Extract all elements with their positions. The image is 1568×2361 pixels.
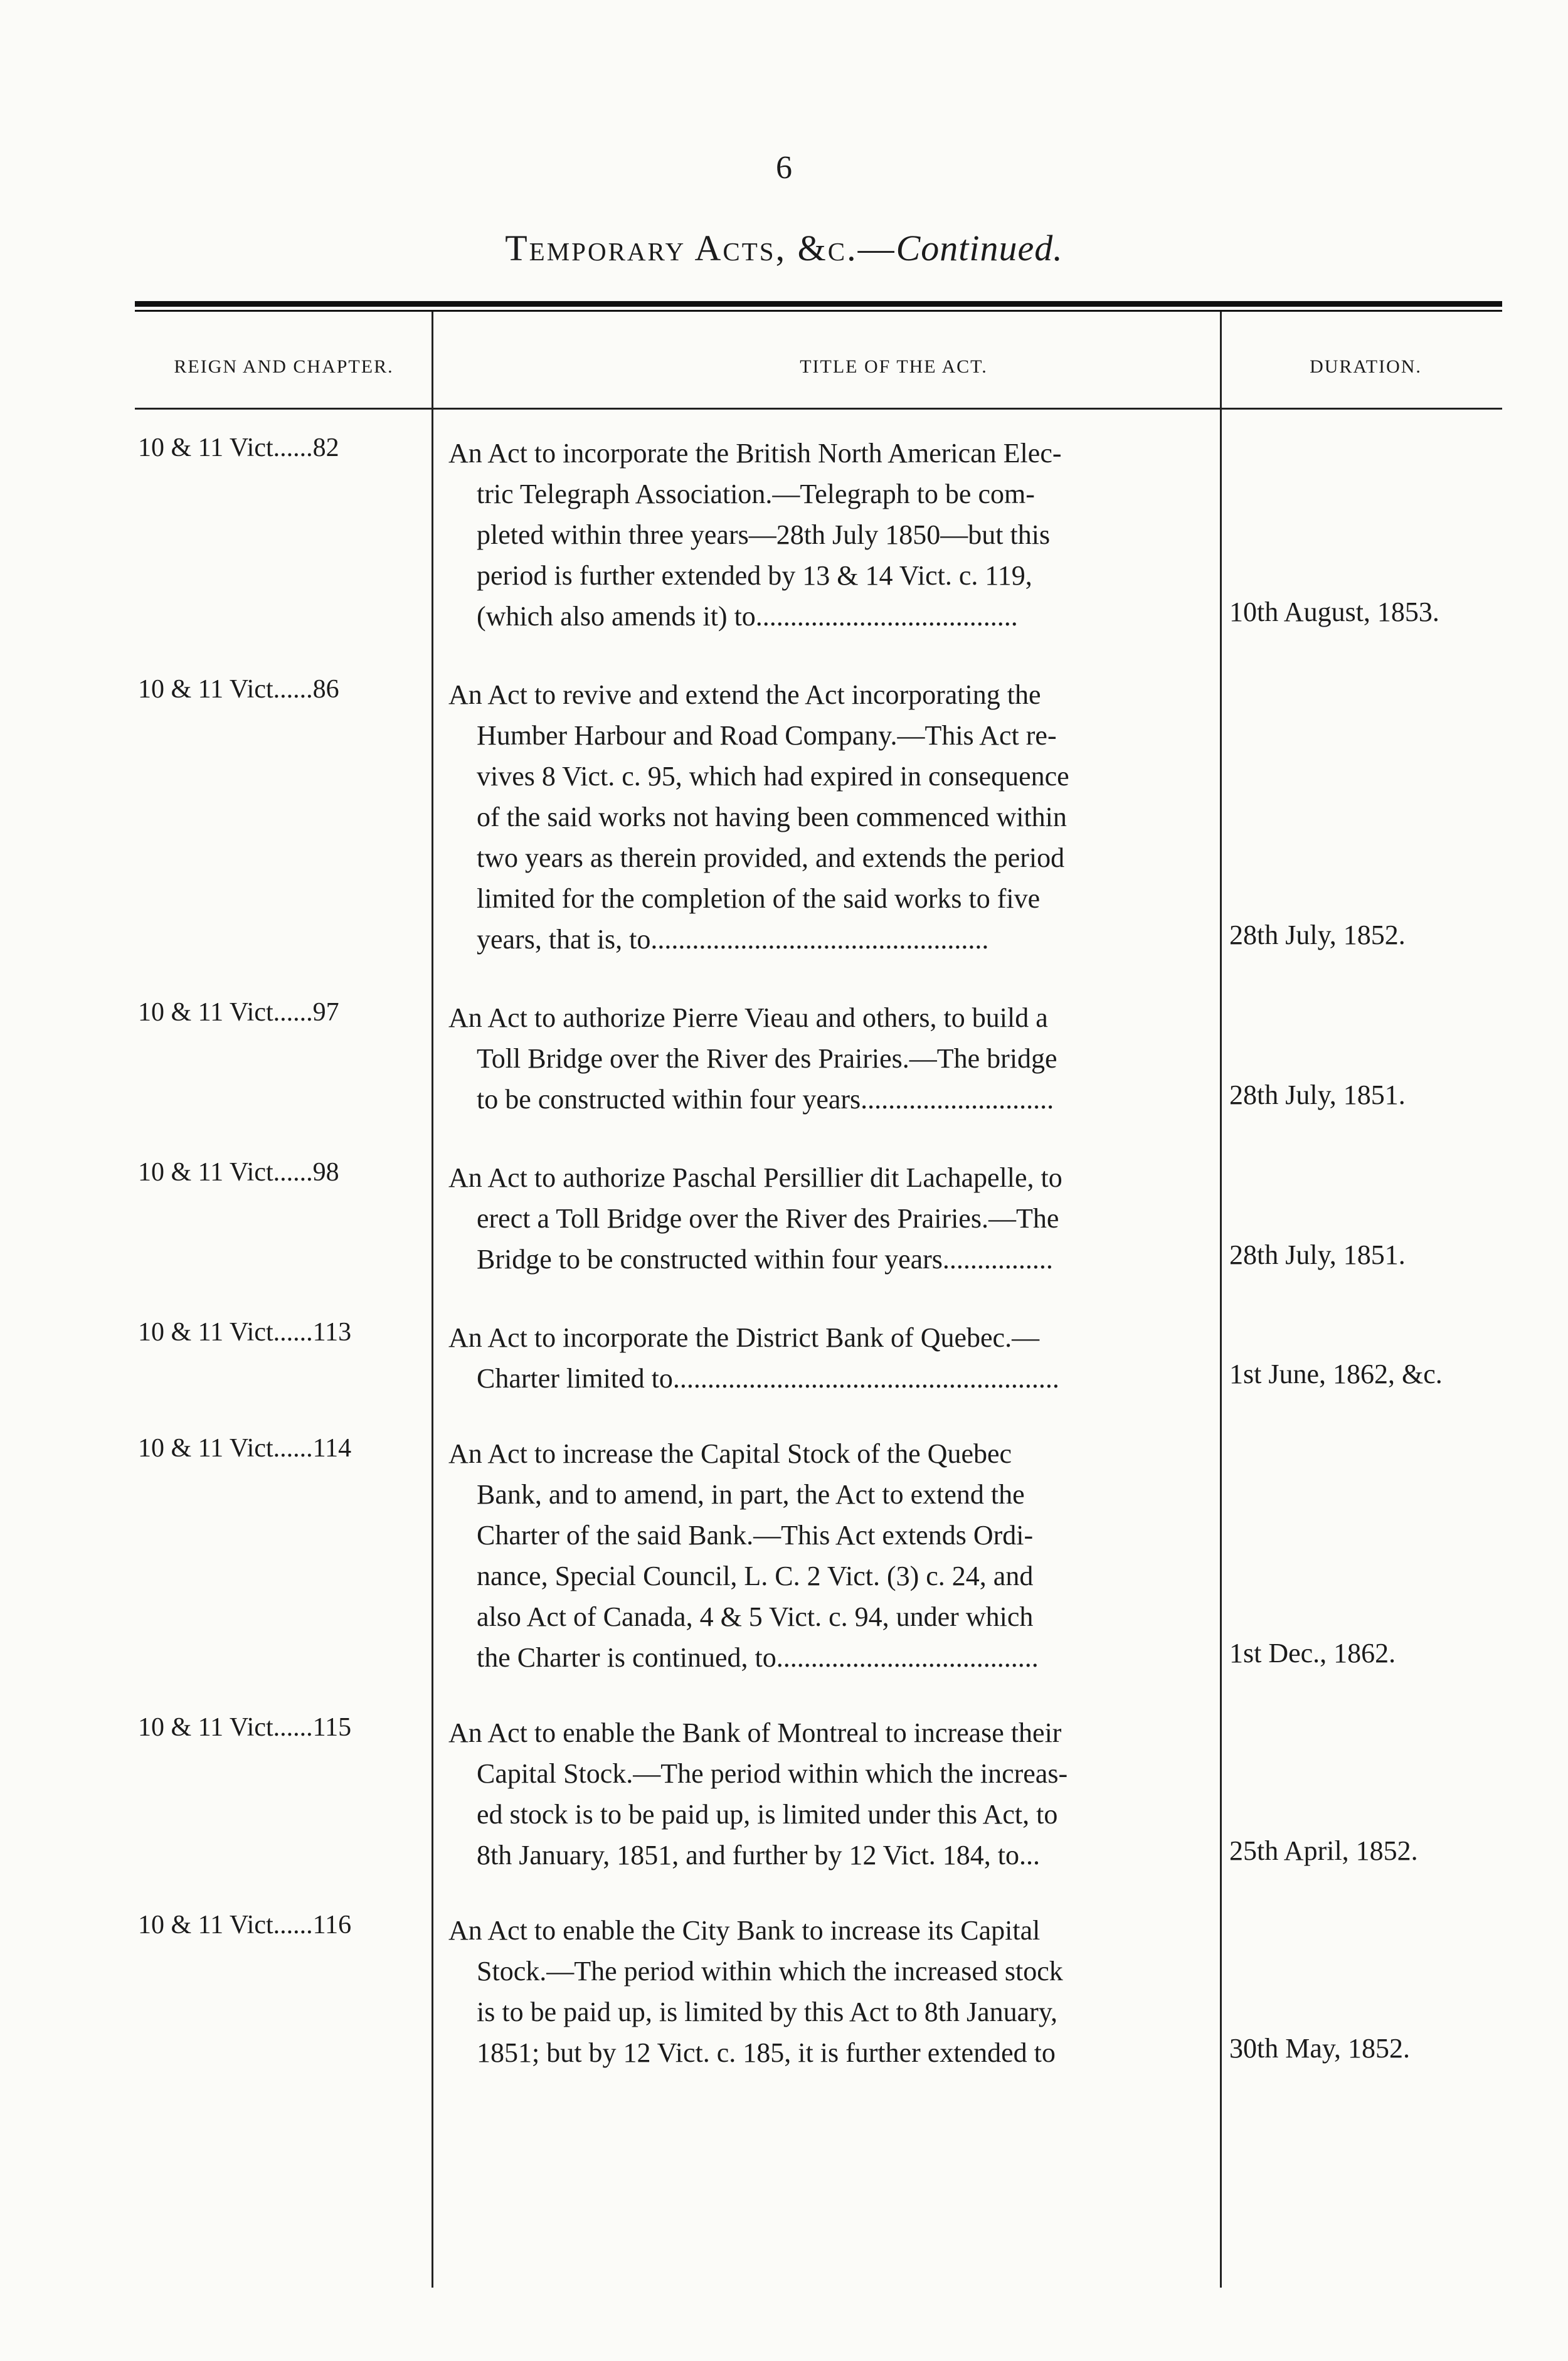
row-title-line: Bridge to be constructed within four years................ [477,1244,1053,1275]
row-title-line: An Act to increase the Capital Stock of the Quebec [448,1438,1012,1469]
row-title-line: 1851; but by 12 Vict. c. 185, it is further extended to [477,2037,1056,2068]
row-title-line: two years as therein provided, and extends the period [477,842,1065,873]
row-reign: 10 & 11 Vict......115 [138,1713,352,1742]
row-duration: 28th July, 1851. [1229,1080,1406,1110]
row-title-line: An Act to authorize Paschal Persillier dit Lachapelle, to [448,1162,1062,1193]
page-number: 6 [776,150,792,186]
row-title-line: Humber Harbour and Road Company.—This Act re- [477,720,1057,751]
row-duration: 25th April, 1852. [1229,1835,1418,1866]
row-title-line: tric Telegraph Association.—Telegraph to be com- [477,479,1035,509]
row-title-line: limited for the completion of the said works to five [477,883,1041,914]
row-title [448,997,1352,1120]
row-title-line: 8th January, 1851, and further by 12 Vict. 184, to... [477,1840,1040,1870]
row-title [448,433,1352,637]
row-title-line: An Act to incorporate the British North American Elec- [448,438,1062,469]
row-title-line: years, that is, to................................................. [477,924,989,955]
header-title: TITLE OF THE ACT. [800,356,988,377]
row-title [448,1910,1352,2073]
row-title [448,674,1352,960]
row-title-line: Bank, and to amend, in part, the Act to extend the [477,1479,1025,1510]
row-title-line: Charter of the said Bank.—This Act extends Ordi- [477,1520,1034,1551]
table-header [135,332,1502,401]
row-reign: 10 & 11 Vict......98 [138,1158,339,1187]
header-reign: REIGN AND CHAPTER. [174,356,394,377]
row-reign: 10 & 11 Vict......114 [138,1434,352,1463]
row-duration: 1st Dec., 1862. [1229,1638,1396,1669]
row-reign: 10 & 11 Vict......97 [138,998,339,1027]
page-title [0,227,1568,269]
page-title-main: Temporary Acts, &c.— [505,228,896,268]
row-title [448,1433,1352,1678]
row-title-line: of the said works not having been commenced within [477,802,1067,832]
row-duration: 10th August, 1853. [1229,597,1439,627]
row-title-line: Charter limited to........................................................ [477,1363,1059,1394]
row-title-line: pleted within three years—28th July 1850—but this [477,519,1051,550]
row-title-line: An Act to enable the Bank of Montreal to increase their [448,1717,1062,1748]
row-duration: 30th May, 1852. [1229,2033,1411,2064]
row-title-line: also Act of Canada, 4 & 5 Vict. c. 94, under which [477,1601,1034,1632]
row-duration: 28th July, 1851. [1229,1239,1406,1270]
row-title-line: (which also amends it) to...................................... [477,601,1018,632]
page-title-continued: Continued. [896,228,1063,268]
top-rule-thin [135,310,1502,312]
row-title-line: to be constructed within four years............................ [477,1084,1054,1115]
row-title-line: Stock.—The period within which the increased stock [477,1956,1063,1987]
row-title-line: nance, Special Council, L. C. 2 Vict. (3) c. 24, and [477,1561,1034,1591]
row-reign: 10 & 11 Vict......86 [138,675,339,704]
header-rule [135,408,1502,410]
row-duration: 1st June, 1862, &c. [1229,1359,1443,1389]
row-title [448,1317,1352,1399]
row-reign: 10 & 11 Vict......82 [138,433,339,462]
row-title-line: vives 8 Vict. c. 95, which had expired in consequence [477,761,1069,792]
row-reign: 10 & 11 Vict......116 [138,1911,352,1939]
row-title-line: Capital Stock.—The period within which the increas- [477,1758,1068,1789]
row-duration: 28th July, 1852. [1229,920,1406,950]
row-title-line: An Act to enable the City Bank to increase its Capital [448,1915,1041,1946]
row-title [448,1157,1352,1280]
row-title-line: is to be paid up, is limited by this Act to 8th January, [477,1997,1057,2027]
row-title-line: An Act to revive and extend the Act incorporating the [448,679,1041,710]
row-title-line: An Act to incorporate the District Bank of Quebec.— [448,1322,1040,1353]
top-rule [135,301,1502,307]
row-title [448,1712,1352,1876]
header-duration: DURATION. [1310,356,1422,377]
row-title-line: erect a Toll Bridge over the River des Prairies.—The [477,1203,1059,1234]
column-divider-1 [432,312,433,2288]
row-title-line: Toll Bridge over the River des Prairies.—The bridge [477,1043,1057,1074]
row-title-line: ed stock is to be paid up, is limited under this Act, to [477,1799,1058,1830]
row-title-line: the Charter is continued, to...................................... [477,1642,1039,1673]
row-title-line: An Act to authorize Pierre Vieau and others, to build a [448,1002,1048,1033]
row-reign: 10 & 11 Vict......113 [138,1318,352,1347]
row-title-line: period is further extended by 13 & 14 Vict. c. 119, [477,560,1032,591]
